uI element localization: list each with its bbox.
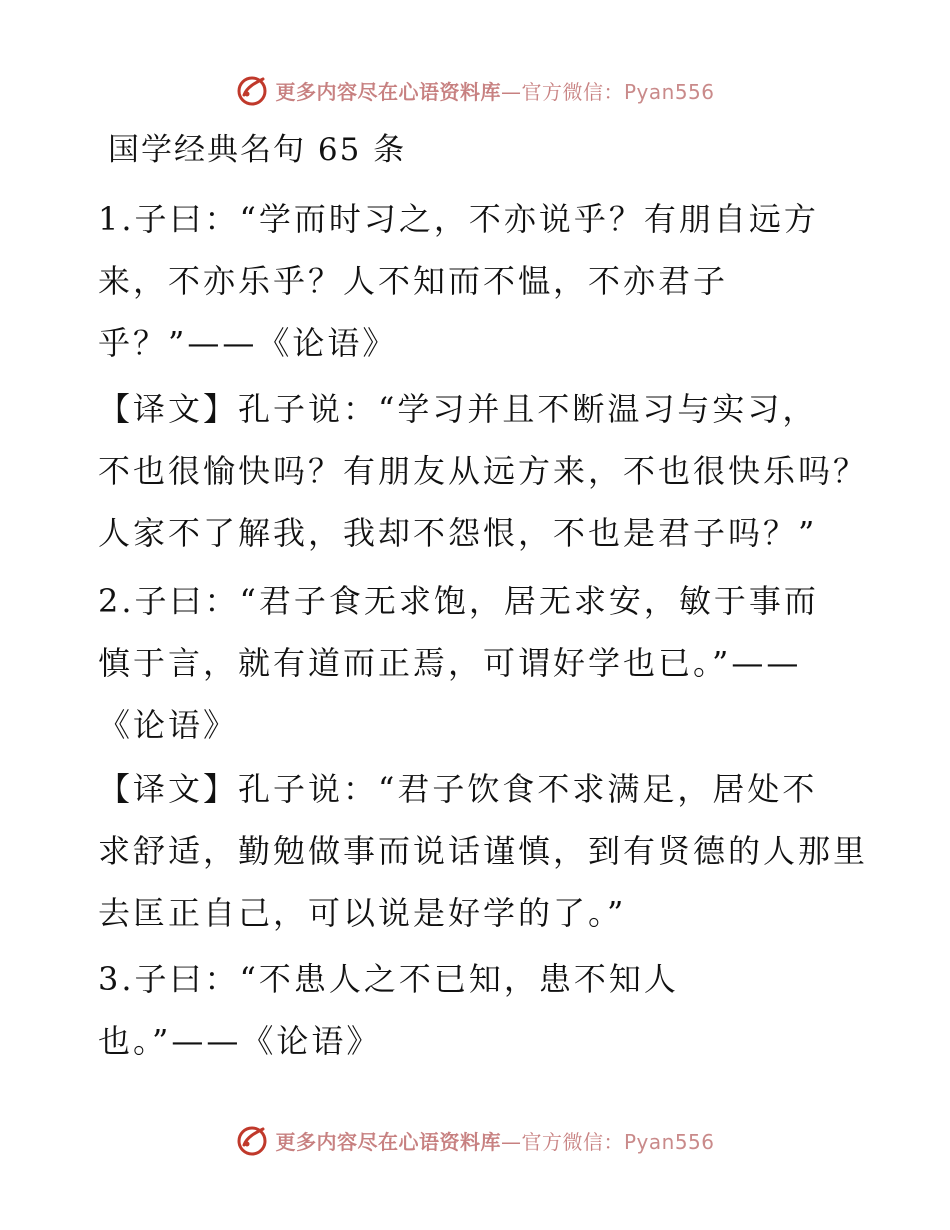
paragraph-line: 不也很愉快吗？有朋友从远方来，不也很快乐吗？ <box>98 452 869 490</box>
watermark-main: 更多内容尽在心语资料库 <box>275 1129 501 1154</box>
paragraph-line: 【译文】孔子说：“学习并且不断温习与实习， <box>98 390 818 428</box>
paragraph-line: 去匡正自己，可以说是好学的了。” <box>98 894 627 932</box>
watermark-id: Pyan556 <box>623 1129 715 1154</box>
quote-paragraph-3 <box>98 948 854 1072</box>
paragraph-line: 1.子曰：“学而时习之，不亦说乎？有朋自远方 <box>98 200 819 238</box>
header-watermark <box>0 70 950 110</box>
paragraph-line: 《论语》 <box>98 706 239 744</box>
paragraph-line: 3.子曰：“不患人之不已知，患不知人 <box>98 960 679 998</box>
paragraph-line: 人家不了解我，我却不怨恨，不也是君子吗？” <box>98 514 818 552</box>
watermark-text <box>275 76 714 105</box>
paragraph-line: 来，不亦乐乎？人不知而不愠，不亦君子 <box>98 262 729 300</box>
watermark-label: 官方微信： <box>521 1129 624 1154</box>
brand-logo-icon <box>235 1123 269 1157</box>
paragraph-line: 也。”——《论语》 <box>98 1022 382 1060</box>
watermark-label: 官方微信： <box>521 79 624 104</box>
quote-paragraph-2 <box>98 570 854 756</box>
watermark-text <box>275 1126 714 1155</box>
footer-watermark <box>0 1120 950 1160</box>
brand-logo-icon <box>235 73 269 107</box>
paragraph-line: 【译文】孔子说：“君子饮食不求满足，居处不 <box>98 770 818 808</box>
translation-paragraph-1 <box>98 378 869 564</box>
paragraph-line: 求舒适，勤勉做事而说话谨慎，到有贤德的人那里 <box>98 832 869 870</box>
translation-paragraph-2 <box>98 758 869 944</box>
watermark-main: 更多内容尽在心语资料库 <box>275 79 501 104</box>
watermark-separator: — <box>500 79 522 104</box>
document-title: 国学经典名句 65 条 <box>108 132 407 168</box>
paragraph-line: 乎？”——《论语》 <box>98 324 398 362</box>
watermark-id: Pyan556 <box>623 79 715 104</box>
paragraph-line: 2.子曰：“君子食无求饱，居无求安，敏于事而 <box>98 582 819 620</box>
paragraph-line: 慎于言，就有道而正焉，可谓好学也已。”—— <box>98 644 802 682</box>
quote-paragraph-1 <box>98 188 854 374</box>
watermark-separator: — <box>500 1129 522 1154</box>
